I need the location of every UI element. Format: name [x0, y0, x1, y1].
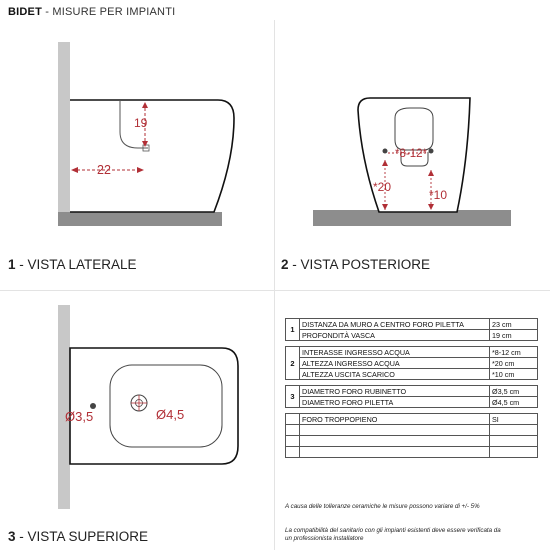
table-row — [286, 358, 538, 369]
group-id: 3 — [286, 386, 300, 408]
dim-height-label: 19 — [134, 116, 148, 130]
water-inlet-right — [429, 149, 434, 154]
caption-posterior-num: 2 — [281, 257, 289, 272]
caption-lateral-num: 1 — [8, 257, 16, 272]
table-row — [286, 369, 538, 380]
spec-table-container — [285, 318, 538, 458]
caption-top-label: - VISTA SUPERIORE — [15, 529, 149, 544]
header-separator: - — [42, 6, 53, 18]
table-row-empty — [286, 425, 538, 436]
note-compatibility-line1: La compatibilità del sanitario con gli impianti esistenti deve essere verificata da — [285, 527, 501, 534]
wall-shape — [58, 305, 70, 509]
row-label: ALTEZZA INGRESSO ACQUA — [300, 358, 490, 369]
row-value: 23 cm — [490, 319, 538, 330]
row-label: DIAMETRO FORO RUBINETTO — [300, 386, 490, 397]
water-inlet-left — [383, 149, 388, 154]
table-row — [286, 414, 538, 425]
table-row — [286, 347, 538, 358]
row-value: 19 cm — [490, 330, 538, 341]
row-value: SI — [490, 414, 538, 425]
group-id: 2 — [286, 347, 300, 380]
dim-tap-hole-label: Ø3,5 — [65, 409, 94, 424]
note-compatibility — [285, 527, 547, 543]
caption-posterior — [281, 257, 430, 272]
table-row — [286, 397, 538, 408]
dim-inlet-label: *20 — [373, 180, 392, 194]
row-label: FORO TROPPOPIENO — [300, 414, 490, 425]
row-value: *8-12 cm — [490, 347, 538, 358]
row-value: *10 cm — [490, 369, 538, 380]
row-value: Ø4,5 cm — [490, 397, 538, 408]
dim-distance-label: 22 — [97, 163, 111, 177]
spec-table — [285, 318, 538, 458]
dim-outlet-label: *10 — [429, 188, 448, 202]
table-row — [286, 386, 538, 397]
row-label: DISTANZA DA MURO A CENTRO FORO PILETTA — [300, 319, 490, 330]
note-tolerance: A causa delle tolleranze ceramiche le misure possono variare di +/- 5% — [285, 503, 480, 510]
row-label: INTERASSE INGRESSO ACQUA — [300, 347, 490, 358]
caption-top-num: 3 — [8, 529, 16, 544]
caption-top — [8, 529, 148, 544]
caption-posterior-label: - VISTA POSTERIORE — [288, 257, 431, 272]
row-label: DIAMETRO FORO PILETTA — [300, 397, 490, 408]
header-brand: BIDET — [8, 6, 42, 18]
posterior-view-drawing — [275, 0, 550, 290]
note-compatibility-line2: un professionista installatore — [285, 535, 364, 542]
row-label: PROFONDITÀ VASCA — [300, 330, 490, 341]
floor-shape — [58, 212, 222, 226]
top-view-drawing — [0, 291, 274, 550]
empty-cell — [286, 414, 300, 425]
row-value: *20 cm — [490, 358, 538, 369]
table-row-empty — [286, 436, 538, 447]
row-label: ALTEZZA USCITA SCARICO — [300, 369, 490, 380]
table-row-empty — [286, 447, 538, 458]
dim-interaxis-label: *8-12* — [395, 148, 427, 160]
table-row — [286, 319, 538, 330]
group-id: 1 — [286, 319, 300, 341]
table-row — [286, 330, 538, 341]
caption-lateral-label: - VISTA LATERALE — [15, 257, 137, 272]
header-subtitle: MISURE PER IMPIANTI — [52, 6, 176, 18]
row-value: Ø3,5 cm — [490, 386, 538, 397]
wall-shape — [58, 42, 70, 212]
dim-drain-hole-label: Ø4,5 — [156, 407, 185, 422]
bidet-side-outline — [70, 100, 234, 212]
caption-lateral — [8, 257, 137, 272]
lateral-view-drawing — [0, 0, 274, 290]
